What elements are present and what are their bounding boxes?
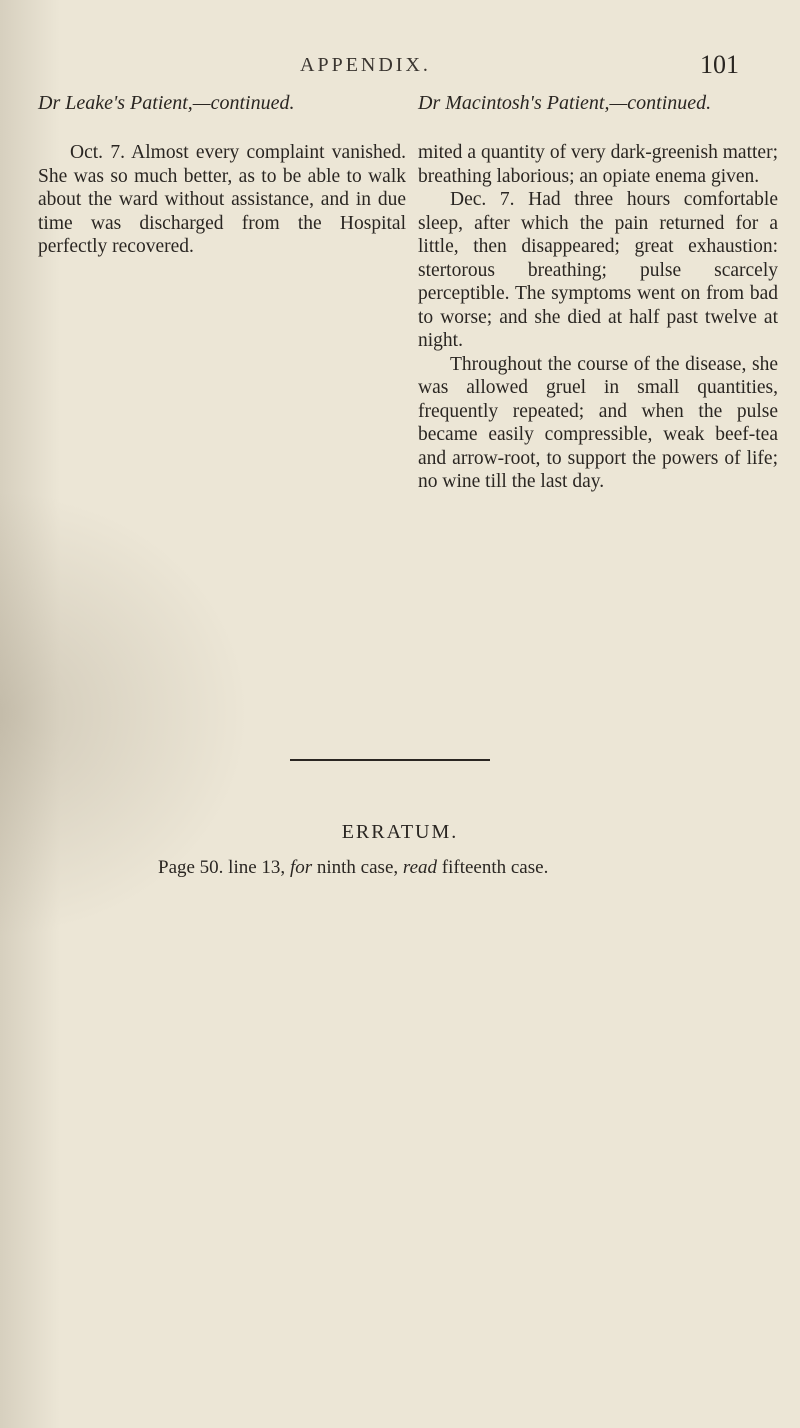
running-head — [0, 50, 800, 84]
erratum-read-word: read — [402, 857, 438, 878]
erratum-location: Page 50. line 13, — [158, 857, 286, 878]
erratum-for-word: for — [289, 857, 313, 878]
running-head-title: APPENDIX. — [300, 54, 431, 76]
erratum-correct-text: fifteenth case. — [441, 857, 549, 878]
right-paragraph: Dec. 7. Had three hours comfortable sleep, after which the pain returned for a little, then disappeared; great exhaustion: stertorous breathing; pulse scarcely perceptible. The symptoms went on from bad to worse; and she died at half past twelve at night. — [418, 189, 778, 351]
left-paragraph: Oct. 7. Almost every complaint vanished. She was so much better, as to be able to walk about the ward without assistance, and in due time was discharged from the Hospital perfectly recovered. — [38, 142, 406, 257]
erratum-title: ERRATUM. — [341, 821, 459, 843]
left-column-heading: Dr Leake's Patient,—continued. — [38, 92, 295, 114]
erratum-wrong-text: ninth case, — [316, 857, 399, 878]
right-column — [418, 141, 778, 494]
right-column-heading: Dr Macintosh's Patient,—continued. — [418, 92, 712, 114]
section-divider — [290, 759, 490, 761]
page-number: 101 — [700, 50, 739, 79]
right-paragraph: mited a quantity of very dark-greenish matter; breathing laborious; an opiate enema given. — [418, 142, 778, 187]
right-paragraph: Throughout the course of the disease, she was allowed gruel in small quantities, frequently repeated; and when the pulse became easily compressible, weak beef-tea and arrow-root, to support the powers of life; no wine till the last day. — [418, 353, 778, 492]
left-column — [38, 141, 406, 259]
erratum-text — [158, 857, 778, 879]
